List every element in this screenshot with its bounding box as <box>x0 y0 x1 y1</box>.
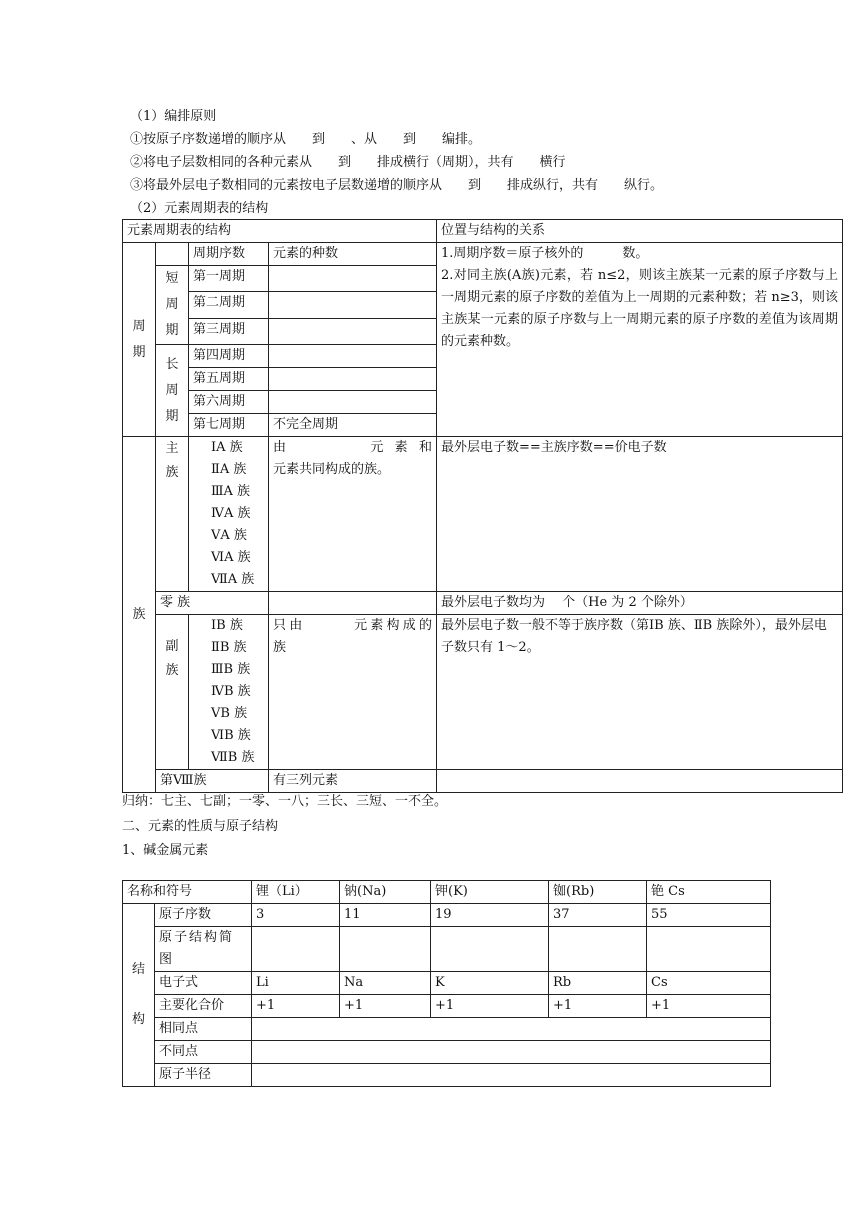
section-2-title: 二、元素的性质与原子结构 <box>122 819 279 834</box>
sub-group-list: ⅠB 族 ⅡB 族 ⅢB 族 ⅣB 族 ⅤB 族 ⅥB 族 ⅦB 族 <box>189 615 269 770</box>
row-atomic-radius-label: 原子半径 <box>155 1064 252 1087</box>
main-group-relation: 最外层电子数==主族序数==价电子数 <box>437 437 843 592</box>
rule-1: ①按原子序数递增的顺序从 到 、从 到 编排。 <box>130 132 482 147</box>
main-group-label: 主族 <box>156 437 189 592</box>
main-group-desc: 由 元素和 元素共同构成的族。 <box>269 437 437 592</box>
group-label: 族 <box>123 437 156 793</box>
heading-structure: （2）元素周期表的结构 <box>130 201 269 216</box>
row-structure-diagram-label: 原子结构简图 <box>155 927 252 972</box>
header-rb: 铷(Rb) <box>549 881 647 904</box>
period-7: 第七周期 <box>189 414 269 437</box>
header-name: 名称和符号 <box>123 881 252 904</box>
cell: +1 <box>252 995 340 1018</box>
structure-side-label: 结构 <box>123 904 155 1087</box>
cell: +1 <box>431 995 549 1018</box>
rule-3: ③将最外层电子数相同的元素按电子层数递增的顺序从 到 排成纵行，共有 纵行。 <box>130 178 664 193</box>
period-label: 周期 <box>123 243 156 437</box>
header-cs: 铯 Cs <box>647 881 771 904</box>
zero-group-relation: 最外层电子数均为 个（He 为 2 个除外） <box>437 592 843 615</box>
period-relation: 1.周期序数＝原子核外的 数。 2.对同主族(A族)元素，若 n≤2，则该主族某一元素的原子序数与上一周期元素的原子序数的差值为上一周期的元素种数；若 n≥3，则该主族某一元素的原子序数与上一周期元素的原子序数的差值为该周期的元素种数。 <box>437 243 843 437</box>
periodic-table-structure <box>122 219 843 793</box>
heading-arrangement: （1）编排原则 <box>130 109 217 124</box>
alkali-metals-table <box>122 880 771 1087</box>
cell: Rb <box>549 972 647 995</box>
sub-group-label: 副族 <box>156 615 189 770</box>
cell: Li <box>252 972 340 995</box>
period-count-header: 元素的种数 <box>269 243 437 266</box>
period-4: 第四周期 <box>189 345 269 368</box>
cell: 37 <box>549 904 647 927</box>
header-relation: 位置与结构的关系 <box>437 220 843 243</box>
cell: K <box>431 972 549 995</box>
header-li: 锂（Li） <box>252 881 340 904</box>
long-period-label: 长周期 <box>156 345 189 437</box>
row-atomic-number-label: 原子序数 <box>155 904 252 927</box>
row-electron-formula-label: 电子式 <box>155 972 252 995</box>
cell: Na <box>340 972 431 995</box>
alkali-metals-title: 1、碱金属元素 <box>122 843 209 858</box>
period-seq-header: 周期序数 <box>189 243 269 266</box>
cell: +1 <box>340 995 431 1018</box>
cell: +1 <box>549 995 647 1018</box>
cell: +1 <box>647 995 771 1018</box>
period-6: 第六周期 <box>189 391 269 414</box>
cell: 3 <box>252 904 340 927</box>
short-period-label: 短周期 <box>156 266 189 345</box>
sub-group-desc: 只由 元素构成的 族 <box>269 615 437 770</box>
rule-2: ②将电子层数相同的各种元素从 到 排成横行（周期），共有 横行 <box>130 155 566 170</box>
period-5: 第五周期 <box>189 368 269 391</box>
period-7-count: 不完全周期 <box>269 414 437 437</box>
row-similarities-label: 相同点 <box>155 1018 252 1041</box>
row-valence-label: 主要化合价 <box>155 995 252 1018</box>
period-3: 第三周期 <box>189 318 269 344</box>
period-2: 第二周期 <box>189 292 269 318</box>
summary-line: 归纳：七主、七副；一零、一八；三长、三短、一不全。 <box>122 794 448 809</box>
sub-group-relation: 最外层电子数一般不等于族序数（第ⅠB 族、ⅡB 族除外），最外层电子数只有 1～2。 <box>437 615 843 770</box>
row-differences-label: 不同点 <box>155 1041 252 1064</box>
eighth-group-desc: 有三列元素 <box>269 770 437 793</box>
header-structure: 元素周期表的结构 <box>123 220 437 243</box>
main-group-list: ⅠA 族 ⅡA 族 ⅢA 族 ⅣA 族 ⅤA 族 ⅥA 族 ⅦA 族 <box>189 437 269 592</box>
cell: 11 <box>340 904 431 927</box>
header-na: 钠(Na) <box>340 881 431 904</box>
cell: Cs <box>647 972 771 995</box>
eighth-group-label: 第Ⅷ族 <box>156 770 269 793</box>
cell: 55 <box>647 904 771 927</box>
zero-group-label: 零 族 <box>156 592 269 615</box>
cell: 19 <box>431 904 549 927</box>
header-k: 钾(K) <box>431 881 549 904</box>
period-1: 第一周期 <box>189 266 269 292</box>
